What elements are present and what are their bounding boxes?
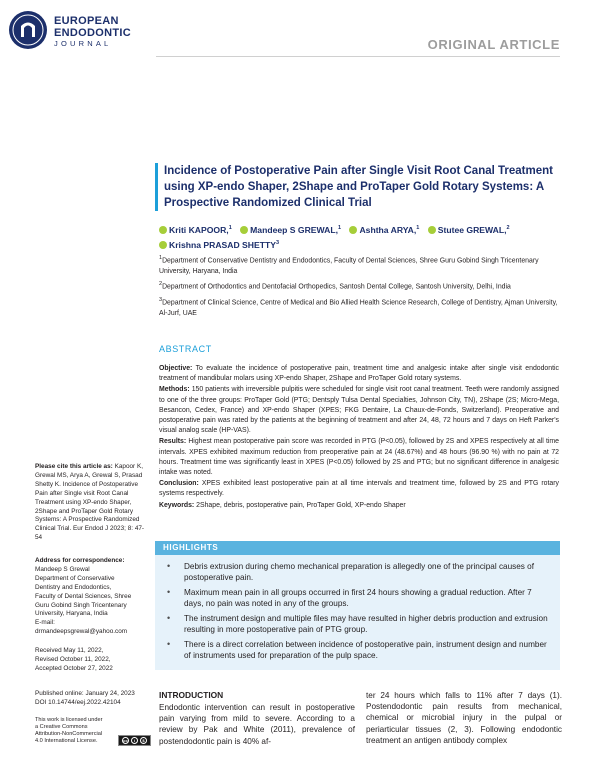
author[interactable] bbox=[349, 225, 419, 235]
highlights-heading: HIGHLIGHTS bbox=[163, 543, 219, 552]
author-name: Stutee GREWAL, bbox=[437, 224, 507, 235]
cc-icon: cc bbox=[123, 738, 128, 743]
highlights-box bbox=[155, 555, 560, 670]
affiliation bbox=[159, 295, 559, 319]
published-date: Published online: January 24, 2023 bbox=[35, 690, 135, 697]
affiliation-text: Department of Orthodontics and Dentofacial Orthopedics, Santosh Dental College, Santosh University, Delhi, India bbox=[162, 283, 511, 291]
results-label: Results: bbox=[159, 438, 187, 446]
author-name: Ashtha ARYA, bbox=[359, 224, 417, 235]
nc-icon: $ bbox=[140, 737, 147, 744]
author-list bbox=[159, 222, 559, 252]
journal-name-line3: JOURNAL bbox=[54, 39, 112, 48]
correspondence-line: University, Haryana, India bbox=[35, 610, 108, 618]
affiliation-text: Department of Clinical Science, Centre of Medical and Bio Allied Health Science Research, College of Dentistry, Ajman University, Al-Jurf, UAE bbox=[159, 299, 558, 317]
author[interactable] bbox=[159, 240, 279, 250]
correspondence-line: Faculty of Dental Sciences, Shree bbox=[35, 592, 132, 600]
accepted-date: Accepted October 27, 2022 bbox=[35, 664, 113, 672]
affiliation-mark: 3 bbox=[159, 297, 163, 304]
correspondence-line: Department of Conservative bbox=[35, 574, 115, 582]
affiliation-mark: 1 bbox=[159, 255, 163, 261]
methods-label: Methods: bbox=[159, 386, 190, 394]
highlight-item: • Debris extrusion during chemo mechanical preparation is allegedly one of the principal causes of postoperative pain. bbox=[165, 561, 550, 583]
highlight-item: • The instrument design and multiple files may have resulted in higher debris production and extrusion resulting in more postoperative pain of PTG group. bbox=[165, 613, 550, 635]
orcid-icon[interactable] bbox=[428, 226, 436, 234]
author-affiliation-mark: 3 bbox=[275, 239, 280, 246]
creative-commons-badge-icon[interactable] bbox=[118, 735, 151, 746]
doi[interactable]: DOI 10.14744/eej.2022.42104 bbox=[35, 698, 121, 706]
citation-note bbox=[35, 463, 147, 543]
methods-text: 150 patients with irreversible pulpitis were scheduled for single visit root canal treatment. Teeth were randomly assigned to one of the three groups: ProTaper Gold (PTG; Dentsply Tulsa Dental Specialties, Johnson City, TN), 2Shape (2S; Micro-Mega, Besancon, Cedex, France) and XP-endo Shaper (XPES; FKG Dentaire, La Chaux-de-Fonds, Switzerland). Preoperative and postoperative pain was rated by the patients at the beginning of treatment and after 24, 48, 72 hours and 7 days on Heft Parker's visual analog scale (HP-VAS). bbox=[159, 386, 559, 435]
highlight-item: • There is a direct correlation between incidence of postoperative pain, instrument design and number of instruments used for preparation of the pulp space. bbox=[165, 639, 550, 661]
correspondence-line: Dentistry and Endodontics, bbox=[35, 583, 112, 591]
correspondence-line: Guru Gobind Singh Tricentenary bbox=[35, 601, 127, 609]
orcid-icon[interactable] bbox=[240, 226, 248, 234]
revised-date: Revised October 11, 2022, bbox=[35, 655, 111, 663]
title-block bbox=[155, 163, 560, 211]
license-line: Attribution-NonCommercial bbox=[35, 731, 103, 737]
license-line: 4.0 International License. bbox=[35, 738, 98, 744]
journal-logo bbox=[8, 10, 131, 50]
affiliation-text: Department of Conservative Dentistry and Endodontics, Faculty of Dental Sciences, Shree Guru Gobind Singh Tricentenary University, Haryana, India bbox=[159, 257, 539, 275]
highlight-item: • Maximum mean pain in all groups occurred in first 24 hours showing a gradual reduction. After 7 days, no pain was noted in any of the groups. bbox=[165, 587, 550, 609]
author-name: Krishna PRASAD SHETTY bbox=[169, 239, 276, 250]
keywords-text: 2Shape, debris, postoperative pain, ProTaper Gold, XP-endo Shaper bbox=[196, 501, 406, 509]
author[interactable] bbox=[240, 225, 341, 235]
correspondence-email[interactable]: drmandeepsgrewal@yahoo.com bbox=[35, 628, 128, 636]
abstract-heading: ABSTRACT bbox=[159, 344, 212, 354]
abstract-body bbox=[159, 364, 559, 512]
highlights-bar bbox=[155, 541, 560, 555]
introduction-heading: INTRODUCTION bbox=[159, 690, 224, 700]
introduction-column-right: ter 24 hours which falls to 11% after 7 days (1). Postendodontic pain results from mechanical, chemical or microbial injury in the pulpal or periarticular tissues (2, 3). Following endodontic treatment an antigen antibody complex bbox=[366, 691, 562, 745]
affiliation-mark: 2 bbox=[159, 281, 163, 288]
license-line: This work is licensed under bbox=[35, 717, 103, 723]
abstract-results bbox=[159, 437, 559, 478]
section-label: ORIGINAL ARTICLE bbox=[427, 37, 560, 52]
correspondence-address bbox=[35, 557, 147, 637]
conclusion-text: XPES exhibited least postoperative pain at all time intervals and treatment time, followed by 2S and PTG rotary systems respectively. bbox=[159, 480, 559, 498]
correspondence-line: Mandeep S Grewal bbox=[35, 565, 90, 573]
orcid-icon[interactable] bbox=[349, 226, 357, 234]
journal-name-line1: EUROPEAN bbox=[54, 15, 119, 27]
conclusion-label: Conclusion: bbox=[159, 480, 199, 488]
citation-text: Kapoor K, Grewal MS, Arya A, Grewal S, Prasad Shetty K. Incidence of Postoperative Pain after Single visit Root Canal Treatment using XP-endo Shaper, 2Shape and ProTaper Gold Rotary Systems: A Prospective Randomized Clinical Trial. Eur Endod J 2023; 8: 47-54 bbox=[35, 463, 145, 542]
author-affiliation-mark: 1 bbox=[228, 225, 232, 231]
header-divider bbox=[156, 56, 560, 57]
affiliation bbox=[159, 279, 559, 293]
author-affiliation-mark: 1 bbox=[338, 225, 342, 231]
abstract-conclusion bbox=[159, 479, 559, 499]
affiliation-list bbox=[159, 253, 559, 321]
abstract-methods bbox=[159, 385, 559, 436]
author-affiliation-mark: 2 bbox=[506, 225, 510, 231]
article-dates bbox=[35, 647, 147, 674]
journal-name-line2: ENDODONTIC bbox=[54, 27, 131, 39]
introduction-column-left: Endodontic intervention can result in postoperative pain varying from mild to severe. According to a review by Pak and White (2011), prevalence of postendodontic pain is 40% af- bbox=[159, 703, 355, 746]
received-date: Received May 11, 2022, bbox=[35, 647, 104, 654]
publication-info bbox=[35, 690, 147, 708]
orcid-icon[interactable] bbox=[159, 241, 167, 249]
author-name: Kriti KAPOOR, bbox=[169, 224, 229, 235]
by-icon: i bbox=[131, 737, 138, 744]
affiliation bbox=[159, 253, 559, 277]
license-line: a Creative Commons bbox=[35, 724, 88, 730]
citation-label: Please cite this article as: bbox=[35, 463, 113, 470]
author[interactable] bbox=[428, 225, 510, 235]
correspondence-label: Address for correspondence: bbox=[35, 557, 125, 564]
correspondence-line: E-mail: bbox=[35, 619, 55, 627]
author-name: Mandeep S GREWAL, bbox=[250, 224, 338, 235]
keywords-label: Keywords: bbox=[159, 501, 195, 509]
objective-text: To evaluate the incidence of postoperative pain, treatment time and analgesic intake after single visit endodontic treatment of mandibular molars using XP-endo Shaper, 2Shape and ProTaper Gold rotary systems. bbox=[159, 365, 559, 383]
objective-label: Objective: bbox=[159, 365, 193, 372]
abstract-keywords bbox=[159, 501, 559, 511]
journal-seal-icon bbox=[8, 10, 48, 50]
journal-name bbox=[54, 16, 131, 49]
orcid-icon[interactable] bbox=[159, 226, 167, 234]
results-text: Highest mean postoperative pain score was recorded in PTG (P<0.05), followed by 2S and XPES respectively at all time intervals. XPES exhibited maximum reduction from preoperative pain at 24 (48.67%) and 48 hours (96.90 %) with no pain at 72 hours. Treatment time was significantly least in XPES (P<0.05) followed by 2S and PTG; but no significant difference in analgesic intake was noted. bbox=[159, 438, 559, 477]
author[interactable] bbox=[159, 225, 232, 235]
abstract-objective bbox=[159, 364, 559, 384]
highlights-list bbox=[165, 561, 550, 661]
article-title: Incidence of Postoperative Pain after Single Visit Root Canal Treatment using XP-endo Shaper, 2Shape and ProTaper Gold Rotary Systems: A Prospective Randomized Clinical Trial bbox=[164, 165, 553, 209]
author-affiliation-mark: 1 bbox=[416, 225, 420, 231]
